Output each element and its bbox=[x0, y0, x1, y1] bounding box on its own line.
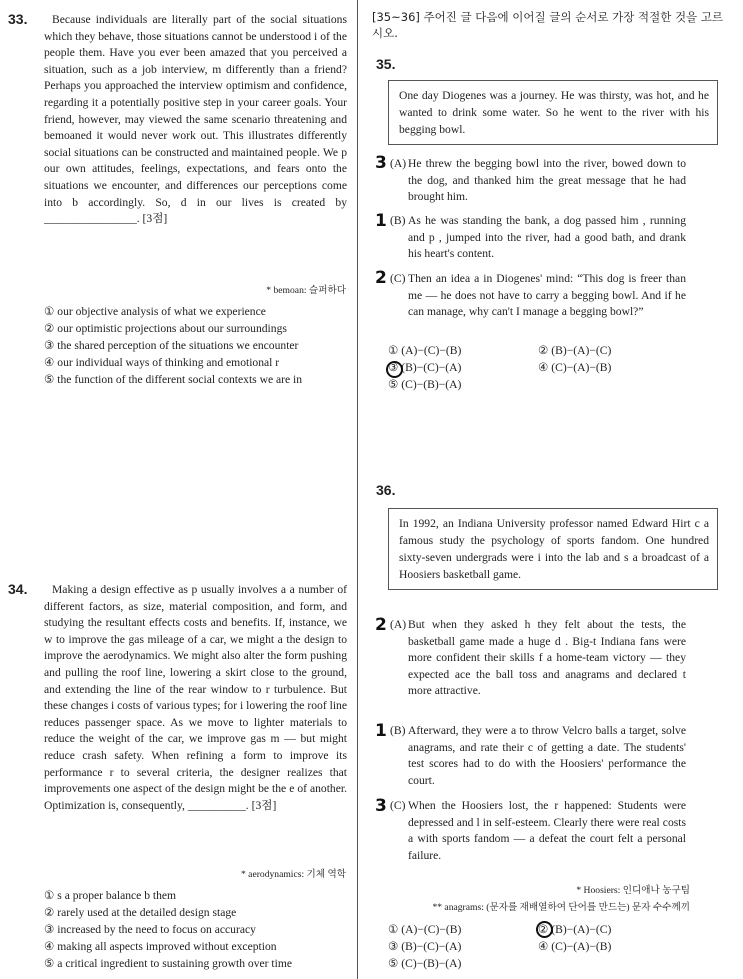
q36-choice-4[interactable]: ④ (C)−(A)−(B) bbox=[538, 940, 612, 953]
q34-options bbox=[44, 887, 349, 972]
q36-choice-3[interactable]: ③ (B)−(C)−(A) bbox=[388, 940, 462, 953]
q35-mark-c: 2 bbox=[375, 268, 387, 288]
q34-option-1[interactable]: ① s a proper balance b them bbox=[44, 889, 177, 902]
instruction-header: [35~36] 주어진 글 다음에 이어질 글의 순서로 가장 적절한 것을 고르시오. bbox=[372, 10, 724, 40]
q35-item-b-text: As he was standing the bank, a dog passed him , running and p , jumped into the river, had a good bath, and drank his heart's content. bbox=[408, 214, 686, 261]
q35-given-box: One day Diogenes was a journey. He was thirsty, was hot, and he wanted to drink some water. So he went to the river with his begging bowl. bbox=[388, 80, 718, 145]
q34-option-5[interactable]: ⑤ a critical ingredient to sustaining growth over time bbox=[44, 957, 293, 970]
q36-choice-2[interactable]: ② (B)−(A)−(C) bbox=[538, 923, 612, 936]
q35-item-a-text: He threw the begging bowl into the river, bowed down to the dog, and thanked him the great message that he had brought him. bbox=[408, 157, 686, 204]
q34-note: * aerodynamics: 기체 역학 bbox=[240, 869, 346, 880]
q36-item-c-text: When the Hoosiers lost, the r happened: Students were depressed and l in self-esteem. Clearly there were real costs a with sports fandom — a defeat the court felt a personal failure. bbox=[408, 799, 686, 862]
q33-note: * bemoan: 슬퍼하다 bbox=[266, 285, 346, 296]
q35-item-b bbox=[390, 213, 686, 263]
q36-mark-b: 1 bbox=[375, 721, 387, 741]
q35-item-c bbox=[390, 271, 686, 321]
q35-choice-3[interactable]: ③ (B)−(C)−(A) bbox=[388, 361, 462, 374]
left-column bbox=[0, 0, 356, 979]
q34-passage: Making a design effective as p usually involves a a number of different factors, as size, material composition, and form, and studying the resultant effects costs and benefits. If, instance, we w to improve the gas mileage of a car, we might a the design to improve the aerodynamics. We might also alter the form pushing and pulling the roof line, lowering a skirt close to the ground, and extending the line of the rear window to r turbulence. But these changes i costs of various types; for i lowering the roof line reduces passenger space. As we move to lighter materials to reduce the weight of the car, we improve gas m — but might reduce crash safety. When refining a form to improve its performance r to several criteria, the designer realizes that improvements one aspect of the design might be the e of another. Optimization is, consequently, __________. [3점] bbox=[44, 583, 347, 812]
q36-answer-circle bbox=[536, 921, 553, 938]
q35-choice-4[interactable]: ④ (C)−(A)−(B) bbox=[538, 361, 612, 374]
q35-choice-5[interactable]: ⑤ (C)−(B)−(A) bbox=[388, 378, 462, 391]
q36-mark-a: 2 bbox=[375, 615, 387, 635]
q34-number: 34. bbox=[8, 581, 28, 597]
q35-number: 35. bbox=[376, 56, 396, 72]
q33-number: 33. bbox=[8, 11, 28, 27]
q33-option-1[interactable]: ① our objective analysis of what we experience bbox=[44, 305, 266, 318]
q36-item-a-label: (A) bbox=[390, 618, 407, 631]
q36-choice-1[interactable]: ① (A)−(C)−(B) bbox=[388, 923, 462, 936]
q35-answer-circle bbox=[386, 361, 403, 378]
column-divider bbox=[357, 0, 358, 979]
q35-item-a bbox=[390, 156, 686, 206]
q35-item-c-text: Then an idea a in Diogenes' mind: “This dog is freer than me — he does not have to carry a begging bowl. And if he can manage, why can't I manage a begging bowl?” bbox=[408, 272, 686, 319]
q33-options bbox=[44, 303, 349, 388]
q35-mark-a: 3 bbox=[375, 153, 387, 173]
q34-option-4[interactable]: ④ making all aspects improved without exception bbox=[44, 940, 277, 953]
q36-item-c-label: (C) bbox=[390, 799, 406, 812]
q33-option-3[interactable]: ③ the shared perception of the situations we encounter bbox=[44, 339, 299, 352]
q33-option-4[interactable]: ④ our individual ways of thinking and emotional r bbox=[44, 356, 280, 369]
q33-passage: Because individuals are literally part of the social situations which they behave, those situations cannot be understood i of the people them. Have you ever been amazed that you perceived a situation, such as a job interview, m differently than a friend? Perhaps you approached the interview optimism and confidence, regarding it a potentially positive step in your career goals. Your friend, however, may viewed the same scenario threatening and bemoaned it would never work out. This illustrates differently social situations can be constructed and maintained people. We p our own attitudes, feelings, expectations, and fears onto the situations we encounter, and differences our perceptions come into b accordingly. So, d in our lives is created by ________________. [3점] bbox=[44, 13, 347, 226]
q35-mark-b: 1 bbox=[375, 211, 387, 231]
q34-option-2[interactable]: ② rarely used at the detailed design stage bbox=[44, 906, 237, 919]
right-column bbox=[360, 0, 743, 979]
q36-mark-c: 3 bbox=[375, 796, 387, 816]
q35-choices bbox=[388, 342, 708, 393]
q36-note-1: * Hoosiers: 인디애나 농구팀 bbox=[576, 885, 690, 896]
q35-item-b-label: (B) bbox=[390, 214, 406, 227]
q35-item-a-label: (A) bbox=[390, 157, 407, 170]
q35-item-c-label: (C) bbox=[390, 272, 406, 285]
q36-item-b bbox=[390, 723, 686, 789]
q36-item-b-text: Afterward, they were a to throw Velcro balls a target, solve anagrams, and rate their c of getting a date. The students' test scores had to do with the Hoosiers' performance the court. bbox=[408, 724, 686, 787]
q33-option-2[interactable]: ② our optimistic projections about our surroundings bbox=[44, 322, 287, 335]
q36-item-b-label: (B) bbox=[390, 724, 406, 737]
q36-item-a bbox=[390, 617, 686, 700]
q36-number: 36. bbox=[376, 482, 396, 498]
q36-item-c bbox=[390, 798, 686, 864]
q36-choice-5[interactable]: ⑤ (C)−(B)−(A) bbox=[388, 957, 462, 970]
q35-choice-2[interactable]: ② (B)−(A)−(C) bbox=[538, 344, 612, 357]
q36-note-2: ** anagrams: (문자를 재배열하여 단어를 만드는) 문자 수수께끼 bbox=[432, 902, 690, 913]
q33-option-5[interactable]: ⑤ the function of the different social contexts we are in bbox=[44, 373, 303, 386]
q35-choice-1[interactable]: ① (A)−(C)−(B) bbox=[388, 344, 462, 357]
q34-option-3[interactable]: ③ increased by the need to focus on accuracy bbox=[44, 923, 256, 936]
q36-given-box: In 1992, an Indiana University professor named Edward Hirt c a famous study the psychology of sports fandom. One hundred sixty-seven undergrads were i into the lab and s a broadcast of a Hoosiers basketball game. bbox=[388, 508, 718, 590]
q36-item-a-text: But when they asked h they felt about the tests, the basketball game made a huge d . Big-t Indiana fans were more confident their skills f a home-team victory — they expected ace the ball toss and anagrams and declared t more attractive. bbox=[408, 618, 686, 698]
